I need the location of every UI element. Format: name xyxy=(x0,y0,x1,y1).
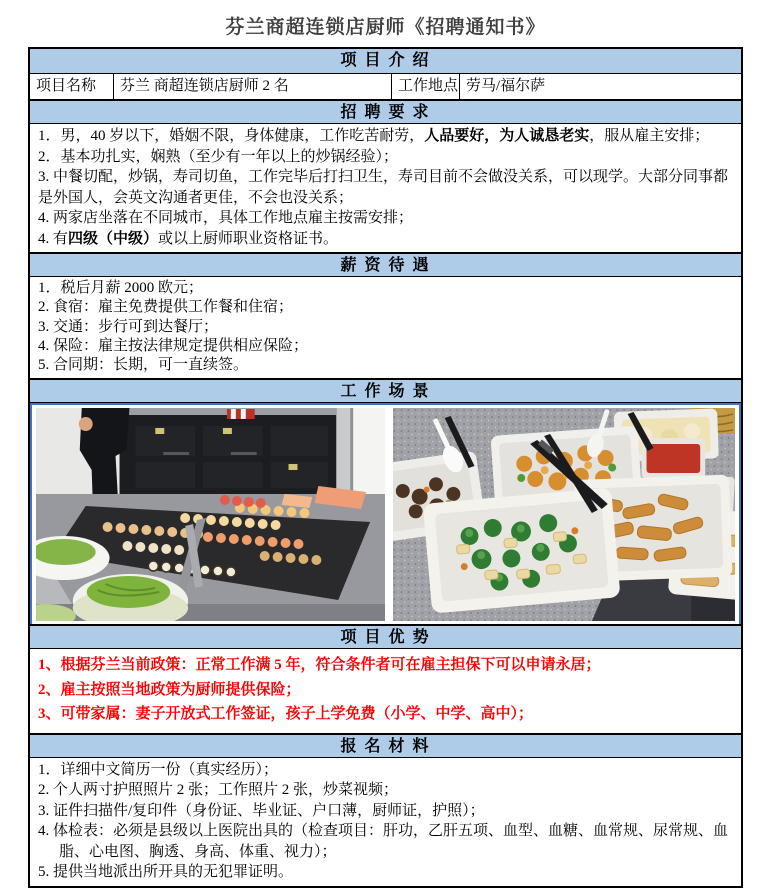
advantages-list xyxy=(30,649,741,733)
list-item: 2．基本功扎实，娴熟（至少有一年以上的炒锅经验）； xyxy=(38,148,399,165)
notice-table xyxy=(28,47,743,888)
list-item: 3. 中餐切配，炒锅，寿司切鱼，工作完毕后打扫卫生，寿司目前不会做没关系，可以现学。大部分同事都是外国人，会英文沟通者更佳，不会也没关系； xyxy=(38,169,729,206)
section-header-advantages: 项 目 优 势 xyxy=(30,624,741,649)
list-item: 5. 提供当地派出所开具的无犯罪证明。 xyxy=(38,864,294,881)
project-info-row xyxy=(30,74,741,99)
work-location-value: 劳马/福尔萨 xyxy=(466,78,546,94)
list-item: 2. 食宿：雇主免费提供工作餐和住宿； xyxy=(38,299,294,316)
requirements-list xyxy=(30,124,741,252)
list-item: 4. 保险：雇主按法律规定提供相应保险； xyxy=(38,337,309,354)
list-item: 4. 两家店坐落在不同城市，具体工作地点雇主按需安排； xyxy=(38,210,414,226)
list-item: 1．税后月薪 2000 欧元； xyxy=(38,280,204,296)
section-header-materials: 报 名 材 料 xyxy=(30,733,741,758)
project-name-value: 芬兰 商超连锁店厨师 2 名 xyxy=(114,74,392,99)
section-header-requirements: 招 聘 要 求 xyxy=(30,99,741,124)
list-item: 1、根据芬兰当前政策：正常工作满 5 年，符合条件者可在雇主担保下可以申请永居； xyxy=(38,657,601,674)
list-item: 5. 合同期：长期，可一直续签。 xyxy=(38,357,249,374)
project-name-label: 项目名称 xyxy=(30,74,114,99)
page-title: 芬兰商超连锁店厨师《招聘通知书》 xyxy=(225,17,546,38)
list-item: 1．详细中文简历一份（真实经历）； xyxy=(38,761,279,778)
work-scene-photos xyxy=(30,403,741,624)
list-item: 2. 个人两寸护照照片 2 张；工作照片 2 张，炒菜视频； xyxy=(38,782,399,799)
work-scene-photo-buffet xyxy=(393,408,735,621)
section-header-scenes: 工 作 场 景 xyxy=(30,378,741,403)
salary-list xyxy=(30,277,741,378)
list-item: 3、可带家属：妻子开放式工作签证，孩子上学免费（小学、中学、高中）； xyxy=(38,706,534,723)
list-item: 2、雇主按照当地政策为厨师提供保险； xyxy=(38,681,301,698)
section-header-salary: 薪 资 待 遇 xyxy=(30,252,741,277)
list-item: 3. 证件扫描件/复印件（身份证、毕业证、户口薄，厨师证，护照）； xyxy=(38,802,485,819)
work-scene-photo-sushi xyxy=(36,408,385,621)
list-item: 3. 交通：步行可到达餐厅； xyxy=(38,318,219,335)
work-location-label: 工作地点 xyxy=(392,74,460,99)
section-header-intro: 项 目 介 绍 xyxy=(30,49,741,74)
list-item: 1．男，40 岁以下，婚姻不限，身体健康，工作吃苦耐劳，人品要好，为人诚恳老实，服从雇主安排； xyxy=(38,128,710,144)
list-item: 4. 有四级（中级）或以上厨师职业资格证书。 xyxy=(38,230,339,247)
list-item: 4. 体检表：必须是县级以上医院出具的（检查项目：肝功，乙肝五项、血型、血糖、血常规、尿常规、血脂、心电图、胸透、身高、体重、视力）； xyxy=(38,823,729,860)
